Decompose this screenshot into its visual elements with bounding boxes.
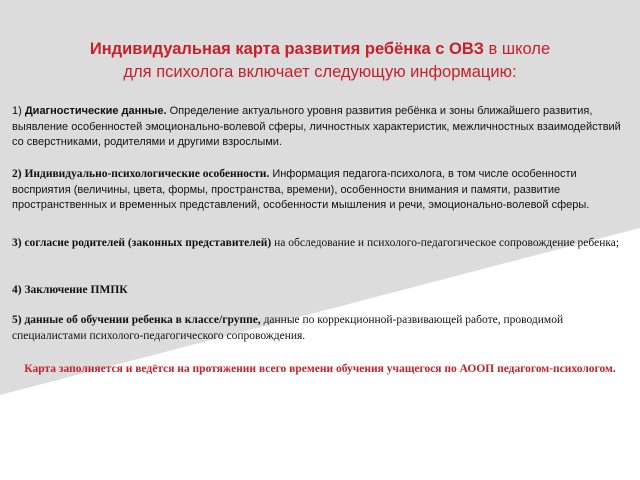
item-education-data [12, 313, 628, 344]
item-diagnostic-data [12, 104, 628, 151]
item-2-text: Информация педагога-психолога, в том числе особенности восприятия (величины, цвета, формы, пространства, времени), особенности внимания и памяти, развитие пространственных и временных представлений, особенности мышления и речи, эмоционально-волевой сферы. [12, 168, 590, 211]
title-rest: в школе [483, 40, 551, 58]
item-3-heading: 3) согласие родителей (законных представителей) [12, 237, 272, 249]
item-5-text: данные по коррекционной-развивающей работе, проводимой специалистами психолого-педагогического сопровождения. [12, 314, 564, 342]
slide-title [0, 38, 640, 84]
item-2-heading: 2) Индивидуально-психологические особенности. [12, 168, 270, 180]
item-3-text: на обследование и психолого-педагогическое сопровождение ребенка; [271, 237, 620, 249]
title-line-1 [0, 38, 640, 61]
item-individual-features [12, 167, 628, 214]
item-1-heading: Диагностические данные. [24, 105, 167, 117]
item-1-text: Определение актуального уровня развития ребёнка и зоны ближайшего развития, выявление особенностей эмоционально-волевой сферы, личностных характеристик, межличностных взаимодействий со сверстниками, родителями и другими взрослыми. [12, 105, 621, 148]
item-pmpk-conclusion [12, 283, 628, 299]
item-4-heading: 4) Заключение ПМПК [12, 284, 128, 296]
title-bold: Индивидуальная карта развития ребёнка с ОВЗ [89, 40, 484, 58]
item-5-heading: 5) данные об обучении ребенка в классе/группе, [12, 314, 261, 326]
item-1-prefix: 1) [12, 105, 25, 117]
title-line-2: для психолога включает следующую информацию: [123, 63, 517, 81]
footer-note: Карта заполняется и ведётся на протяжении всего времени обучения учащегося по АООП педагогом-психологом. [24, 363, 616, 375]
item-parental-consent [12, 236, 628, 252]
